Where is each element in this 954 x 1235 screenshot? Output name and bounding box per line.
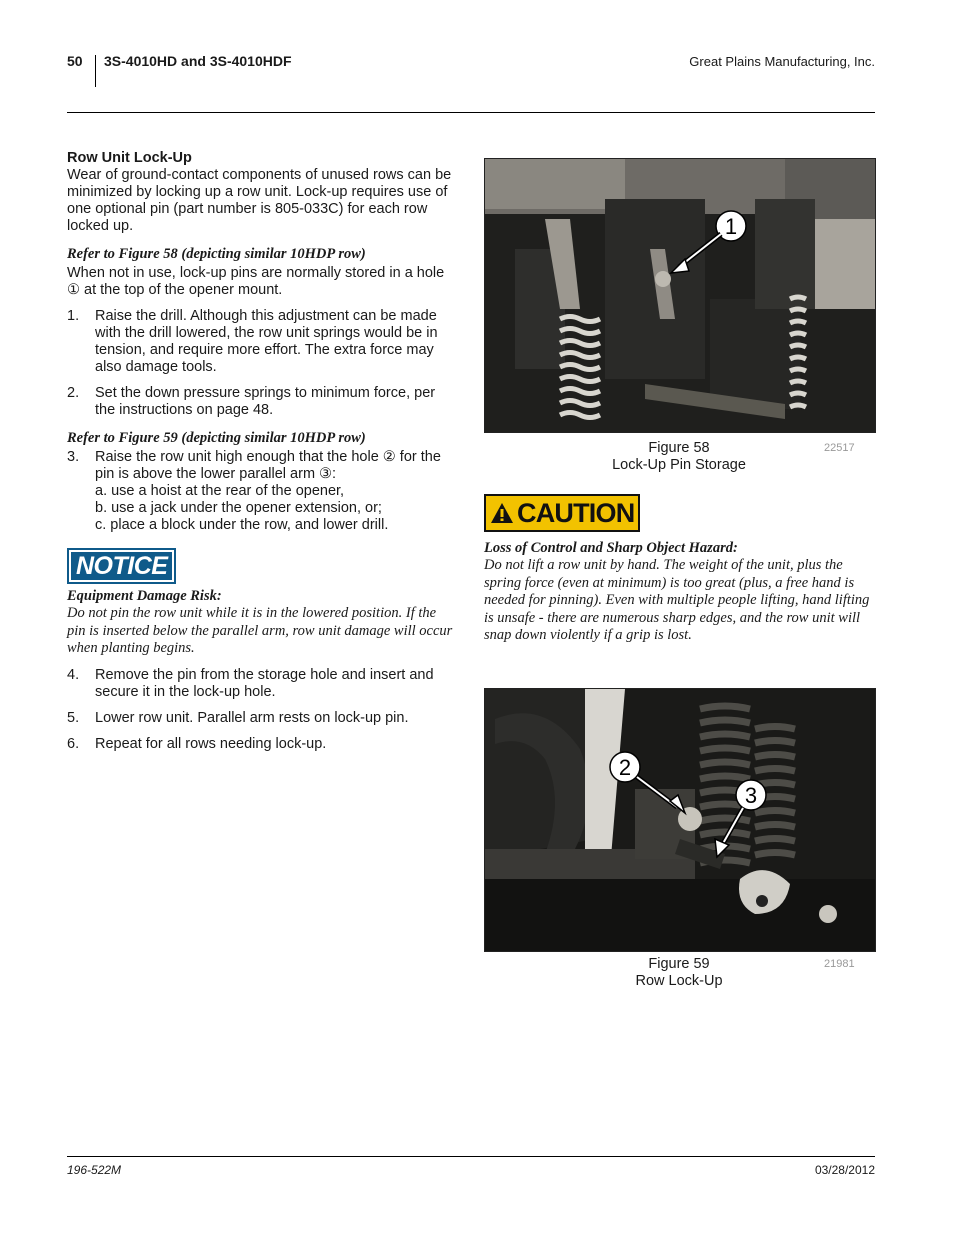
figure-58-title: Lock-Up Pin Storage [612, 457, 746, 473]
callout-3: 3 [744, 783, 758, 808]
footer-doc-number: 196-522M [67, 1163, 122, 1177]
caution-heading: Loss of Control and Sharp Object Hazard: [484, 540, 738, 556]
step-item [67, 308, 457, 376]
step-text: Remove the pin from the storage hole and insert and secure it in the lock-up hole. [95, 666, 434, 700]
step-number: 6. [67, 735, 80, 752]
section-heading: Row Unit Lock-Up [67, 150, 192, 166]
step-text: Set the down pressure springs to minimum force, per the instructions on page 48. [95, 385, 436, 418]
steps-list-b [67, 667, 457, 753]
step-number: 1. [67, 308, 80, 324]
figure-59-illustration [485, 689, 875, 951]
step-text: Lower row unit. Parallel arm rests on lock-up pin. [95, 709, 409, 726]
notice-text: Do not pin the row unit while it is in the lowered position. If the pin is inserted below the parallel arm, row unit damage will occur when planting begins. [67, 605, 453, 656]
footer-date: 03/28/2012 [814, 1163, 875, 1177]
step-number: 4. [67, 666, 80, 683]
step-item [67, 385, 457, 419]
figure-58-label: Figure 58 [648, 440, 710, 456]
step-item [67, 667, 457, 701]
figure-59-photo [484, 688, 876, 952]
footer-rule [67, 1156, 875, 1157]
sub-step: a. use a hoist at the rear of the opener, [95, 483, 345, 499]
figure-59-label: Figure 59 [648, 956, 710, 972]
step-item [67, 736, 457, 753]
steps-list-step3 [67, 449, 457, 534]
notice-heading: Equipment Damage Risk: [67, 588, 222, 604]
header-rule [67, 112, 875, 113]
caution-label: CAUTION [517, 498, 635, 528]
caution-block [484, 536, 876, 645]
sub-step: b. use a jack under the opener extension, or; [95, 500, 382, 516]
left-column [67, 150, 457, 753]
figure-59-title: Row Lock-Up [635, 973, 723, 989]
callout-2: 2 [618, 755, 632, 780]
step-text: Raise the drill. Although this adjustment can be made with the drill lowered, the row unit springs would be in tension, and require more effort. The extra force may also damage tools. [95, 308, 438, 375]
intro-paragraph: Wear of ground-contact components of unused rows can be minimized by locking up a row unit. Lock-up requires use of one optional pin (part number is 805-033C) for each row locked up. [67, 167, 452, 234]
step-item [67, 449, 457, 534]
header-divider [95, 55, 96, 87]
caution-badge [484, 494, 640, 532]
page-number: 50 [67, 53, 83, 69]
figure-59-id: 21981 [824, 958, 855, 970]
step-number: 5. [67, 709, 80, 726]
step-number: 3. [67, 449, 80, 465]
figure-59-reference: Refer to Figure 59 (depicting similar 10HDP row) [67, 430, 366, 446]
figure-58-caption [484, 440, 874, 474]
company-name: Great Plains Manufacturing, Inc. [689, 54, 875, 69]
document-title: 3S-4010HD and 3S-4010HDF [104, 53, 292, 69]
figure-58-photo [484, 158, 876, 433]
figure-59-caption [484, 956, 874, 990]
caution-text: Do not lift a row unit by hand. The weight of the unit, plus the spring force (even at minimum) is too great (plus, a free hand is needed for pinning). Even with multiple people lifting, hand lifting is unsafe - there are numerous sharp edges, and the row unit will snap down violently if a grip is lost. [484, 557, 870, 643]
warning-triangle-icon [490, 502, 514, 524]
storage-paragraph: When not in use, lock-up pins are normally stored in a hole ① at the top of the opener mount. [67, 265, 445, 298]
figure-58-reference: Refer to Figure 58 (depicting similar 10HDP row) [67, 246, 366, 262]
step-text: Raise the row unit high enough that the hole ② for the pin is above the lower parallel arm ③: [95, 449, 441, 482]
notice-label: NOTICE [71, 552, 172, 580]
step-number: 2. [67, 385, 80, 401]
figure-58-illustration [485, 159, 875, 432]
steps-list-a [67, 308, 457, 419]
figure-58-id: 22517 [824, 442, 855, 454]
notice-badge [67, 548, 176, 584]
step-item [67, 710, 457, 727]
callout-1: 1 [724, 214, 738, 239]
step-text: Repeat for all rows needing lock-up. [95, 735, 327, 752]
sub-step: c. place a block under the row, and lower drill. [95, 517, 389, 533]
